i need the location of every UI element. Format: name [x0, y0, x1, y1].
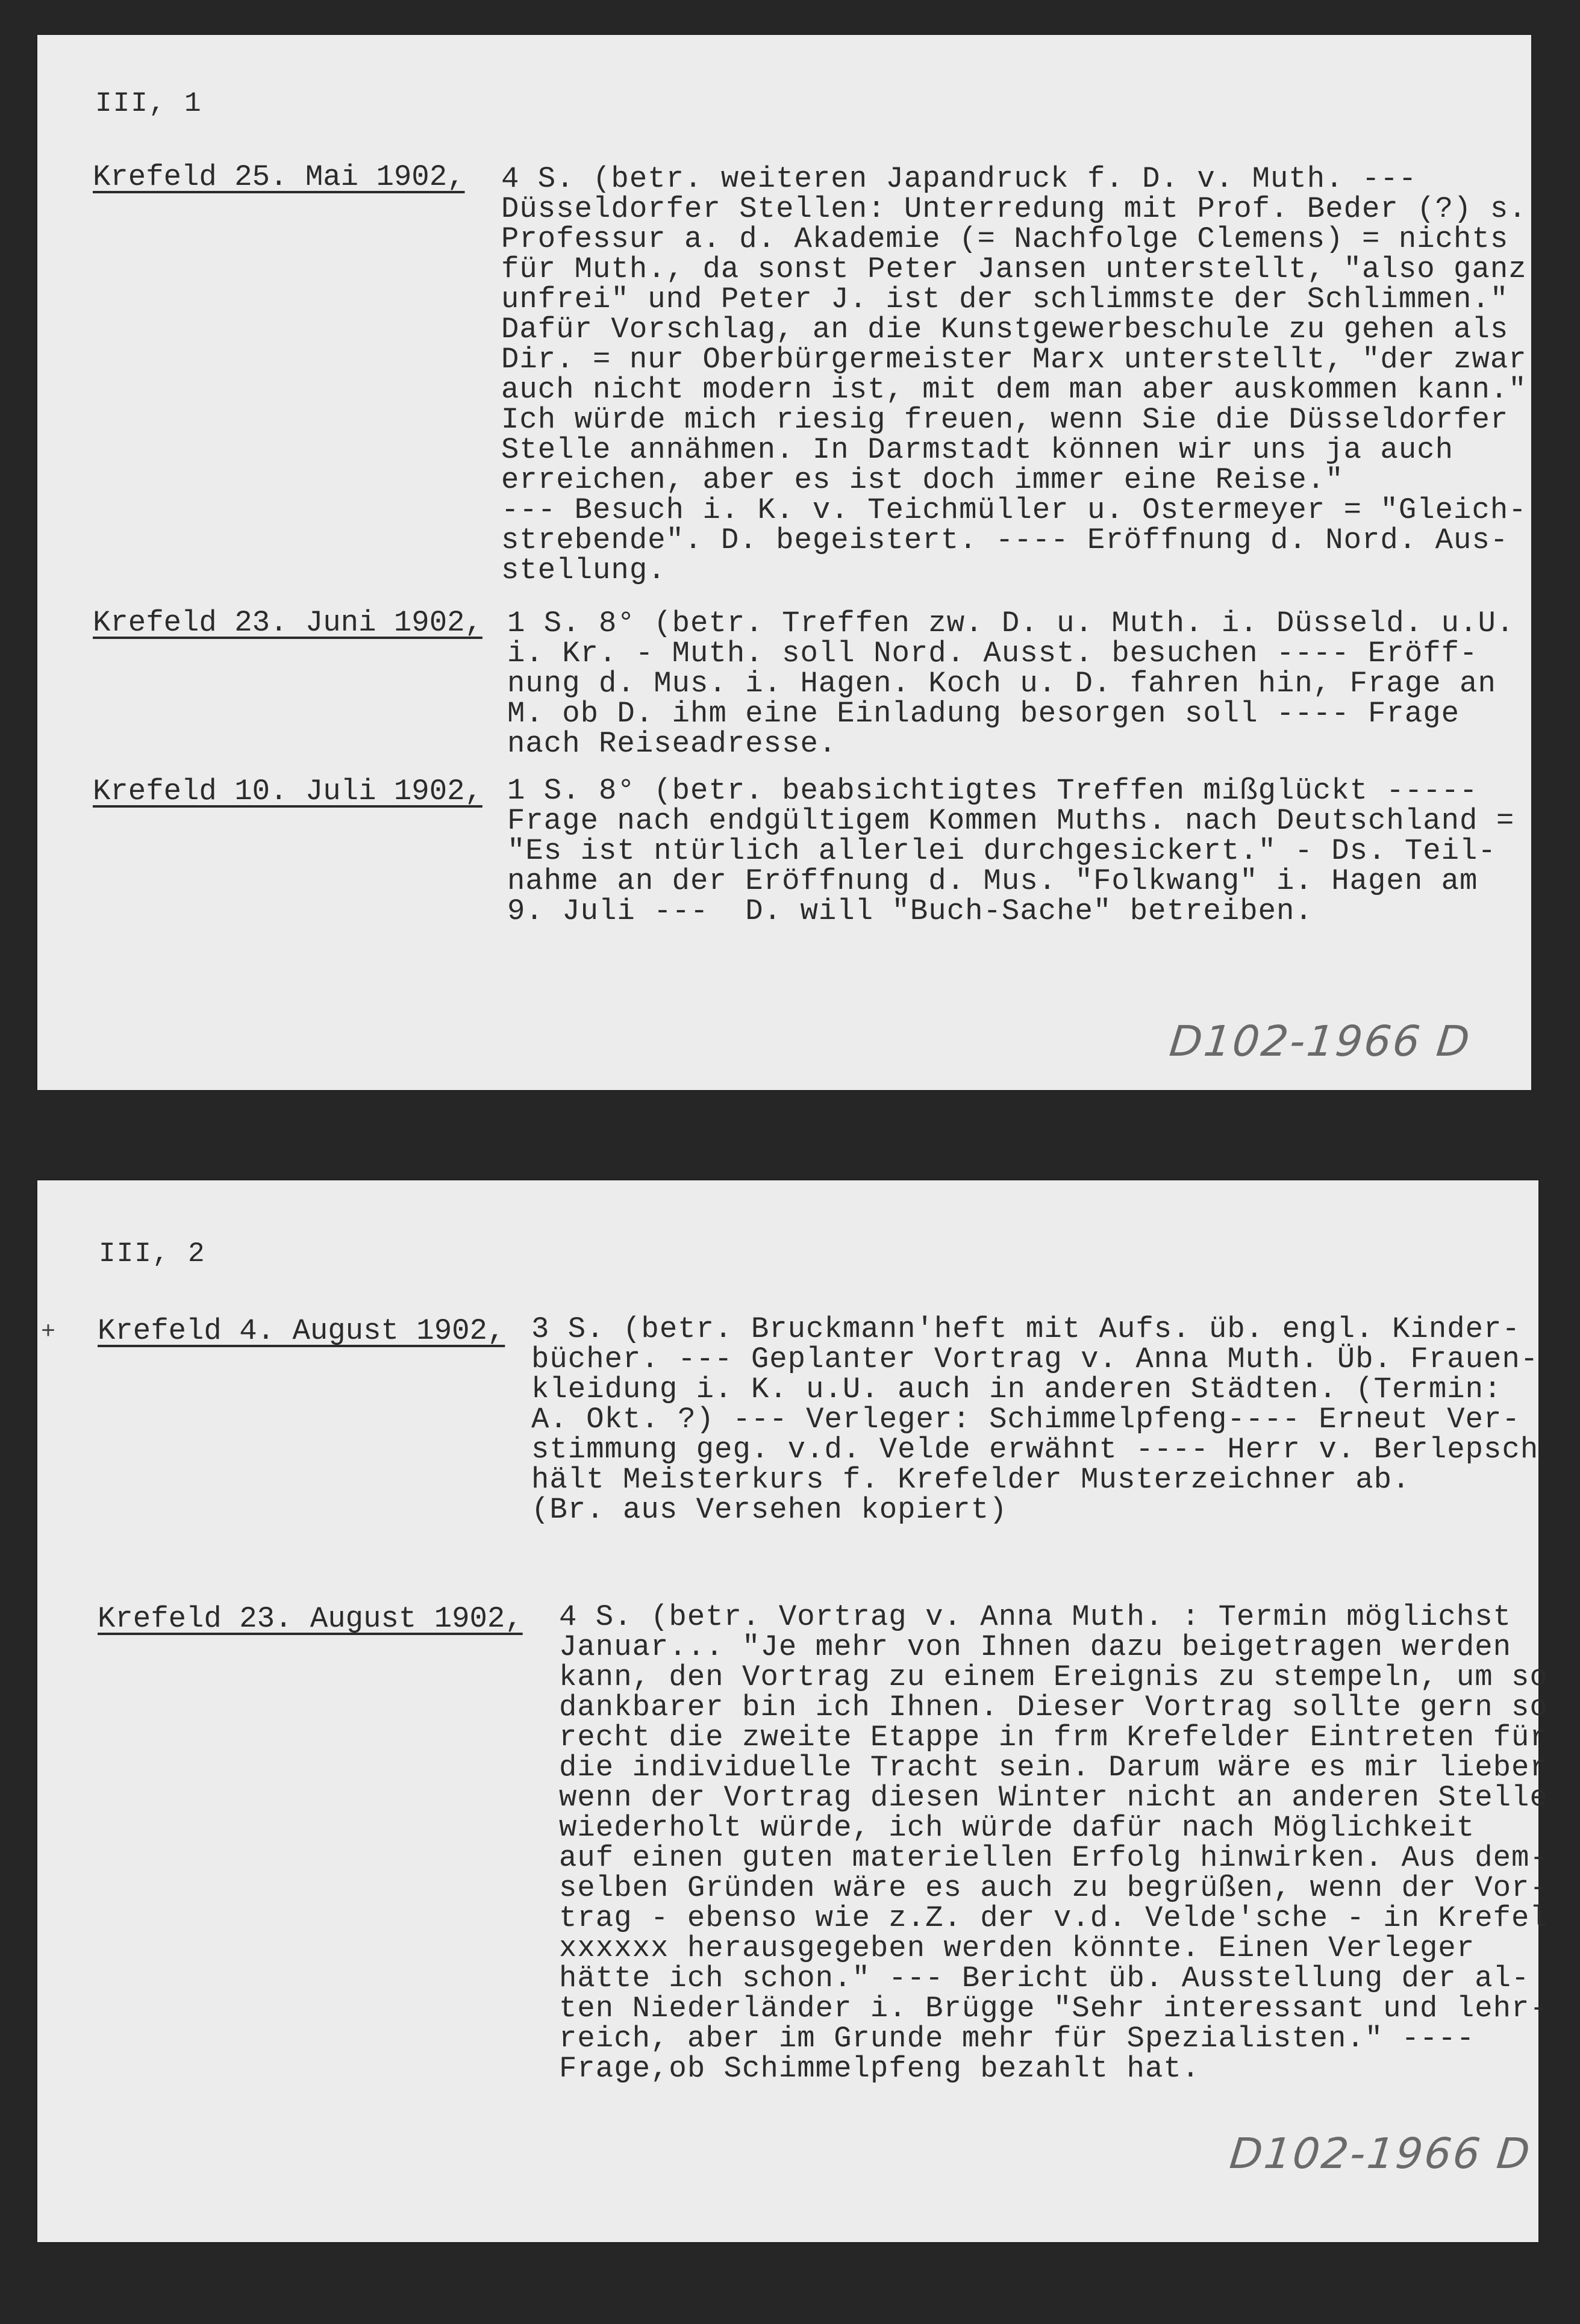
entry-date: Krefeld 23. August 1902, — [98, 1602, 523, 1636]
margin-mark: + — [41, 1319, 56, 1346]
page-number: III, 2 — [99, 1238, 206, 1269]
entry-date: Krefeld 25. Mai 1902, — [93, 160, 465, 194]
entry-text: 1 S. 8° (betr. Treffen zw. D. u. Muth. i. Düsseld. u.U. i. Kr. - Muth. soll Nord. Ausst. besuchen ---- Eröff- nung d. Mus. i. Hagen. Koch u. D. fahren hin, Frage an M. ob D. ihm eine Einladung besorgen soll ---- Frage nach Reiseadresse. — [507, 606, 1515, 761]
entry-text: 3 S. (betr. Bruckmann'heft mit Aufs. üb. engl. Kinder- bücher. --- Geplanter Vortrag v. Anna Muth. Üb. Frauen- kleidung i. K. u.U. auch in anderen Städten. (Termin: A. Okt. ?) --- Verleger: Schimmelpfeng---- Erneut Ver- stimmung geg. v.d. Velde erwähnt ---- Herr v. Berlepsch hält Meisterkurs f. Krefelder Musterzeichner ab. (Br. aus Versehen kopiert) — [531, 1312, 1539, 1527]
entry-date: Krefeld 23. Juni 1902, — [93, 606, 482, 640]
page-number: III, 1 — [95, 88, 202, 119]
entry-text: 4 S. (betr. Vortrag v. Anna Muth. : Termin möglichst Januar... "Je mehr von Ihnen dazu beigetragen werden kann, den Vortrag zu einem Ereignis zu stempeln, um so dankbarer bin ich Ihnen. Dieser Vortrag sollte gern so recht die zweite Etappe in frm Krefelder Eintreten für die individuelle Tracht sein. Darum wäre es mir lieber wenn der Vortrag diesen Winter nicht an anderen Stelle wiederholt würde, ich würde dafür nach Möglichkeit auf einen guten materiellen Erfolg hinwirken. Aus dem- selben Gründen wäre es auch zu begrüßen, wenn der Vor- trag - ebenso wie z.Z. der v.d. Velde'sche - in Krefel xxxxxx herausgegeben werden könnte. Einen Verleger hätte ich schon." --- Bericht üb. Ausstellung der al- ten Niederländer i. Brügge "Sehr interessant und lehr- reich, aber im Grunde mehr für Spezialisten." ---- Frage,ob Schimmelpfeng bezahlt hat. — [559, 1600, 1548, 2086]
index-card-1 — [37, 35, 1531, 1090]
catalog-number: D102-1966 D — [1227, 2129, 1534, 2178]
catalog-number: D102-1966 D — [1167, 1017, 1474, 1066]
index-card-2 — [37, 1180, 1548, 2242]
entry-text: 4 S. (betr. weiteren Japandruck f. D. v. Muth. --- Düsseldorfer Stellen: Unterredung mit Prof. Beder (?) s. Professur a. d. Akademie (= Nachfolge Clemens) = nichts für Muth., da sonst Peter Jansen unterstellt, "also ganz unfrei" und Peter J. ist der schlimmste der Schlimmen." Dafür Vorschlag, an die Kunstgewerbeschule zu gehen als Dir. = nur Oberbürgermeister Marx unterstellt, "der zwar auch nicht modern ist, mit dem man aber auskommen kann." Ich würde mich riesig freuen, wenn Sie die Düsseldorfer Stelle annähmen. In Darmstadt können wir uns ja auch erreichen, aber es ist doch immer eine Reise." --- Besuch i. K. v. Teichmüller u. Ostermeyer = "Gleich- strebende". D. begeistert. ---- Eröffnung d. Nord. Aus- stellung. — [501, 162, 1527, 587]
entry-text: 1 S. 8° (betr. beabsichtigtes Treffen mißglückt ----- Frage nach endgültigem Kommen Muths. nach Deutschland = "Es ist ntürlich allerlei durchgesickert." - Ds. Teil- nahme an der Eröffnung d. Mus. "Folkwang" i. Hagen am 9. Juli --- D. will "Buch-Sache" betreiben. — [507, 774, 1515, 928]
entry-date: Krefeld 10. Juli 1902, — [93, 774, 482, 808]
entry-date: Krefeld 4. August 1902, — [98, 1314, 505, 1348]
